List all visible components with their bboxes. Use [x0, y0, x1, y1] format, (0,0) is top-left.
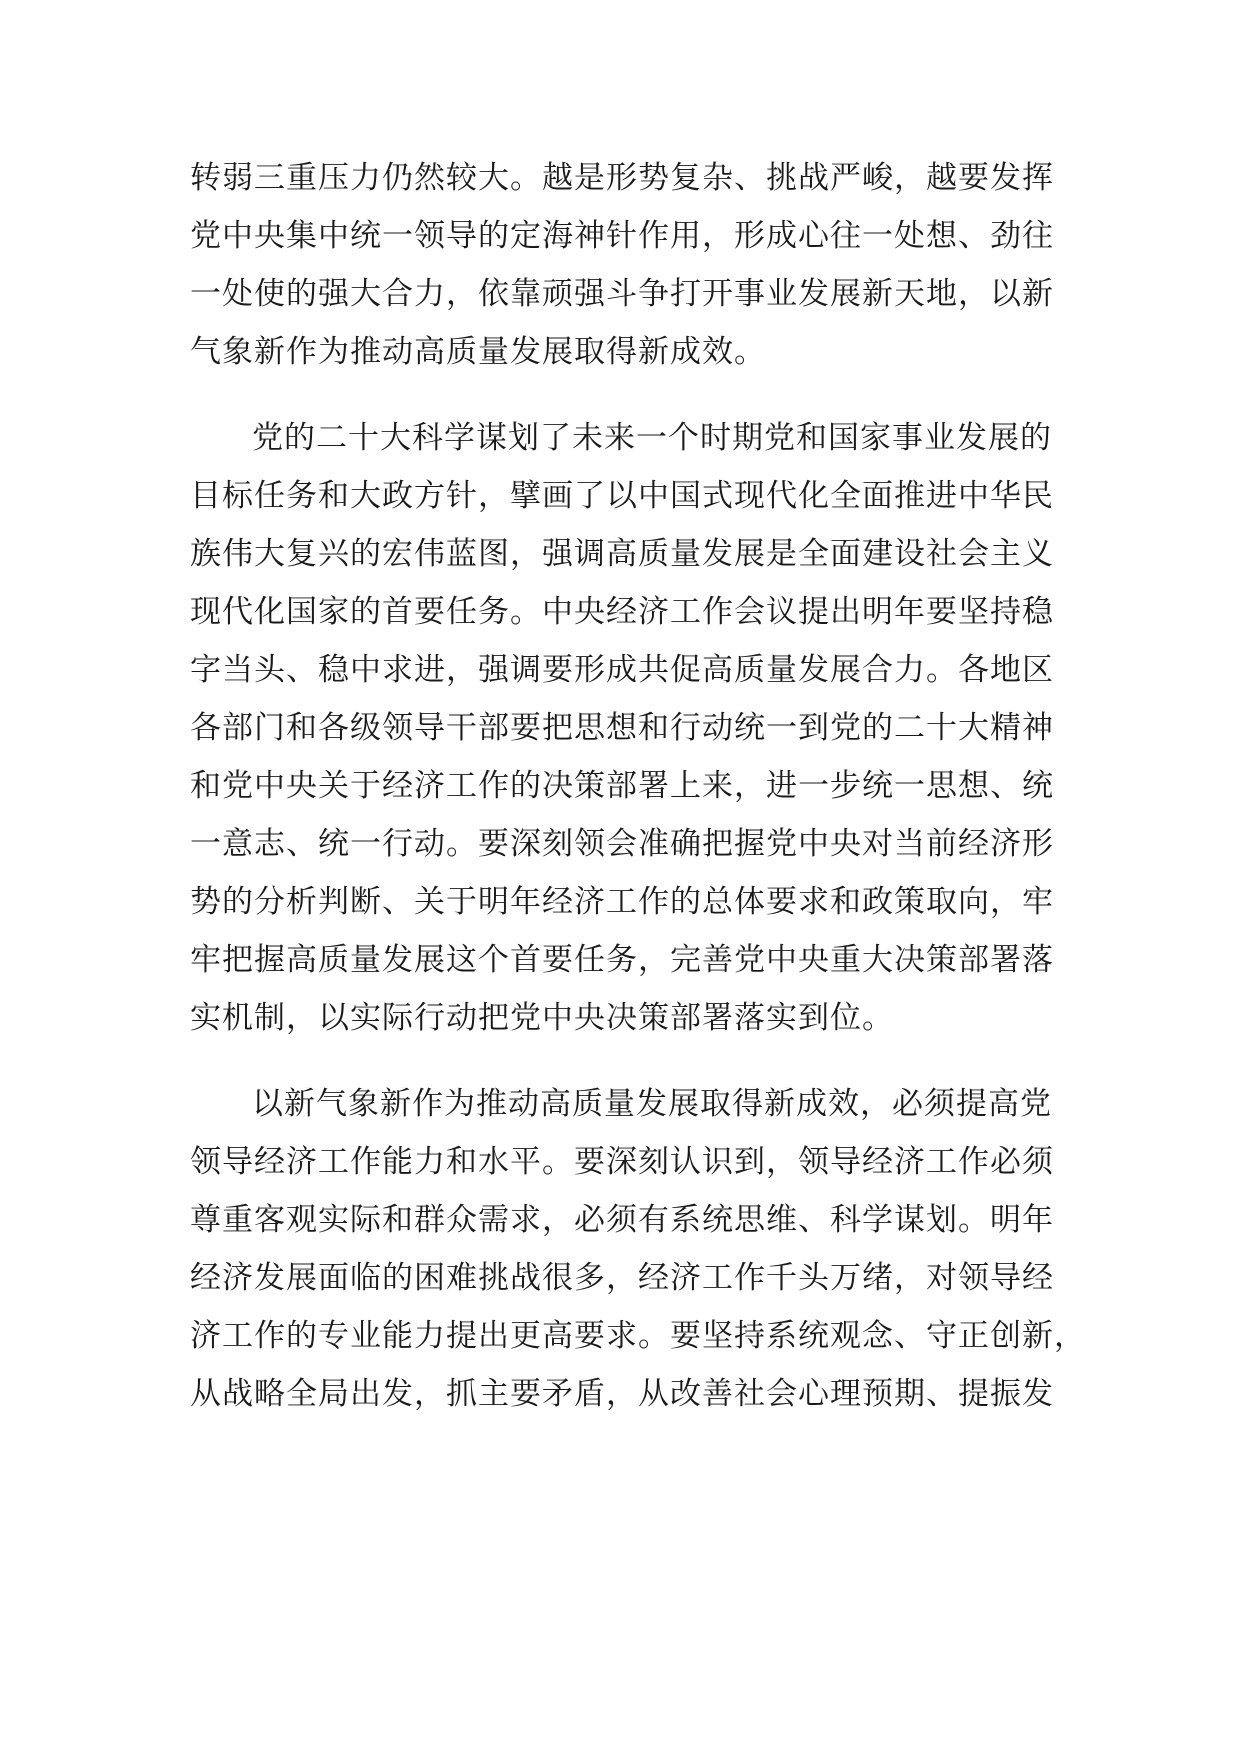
text-line: 势的分析判断、关于明年经济工作的总体要求和政策取向，牢	[190, 884, 1054, 920]
text-line: 从战略全局出发，抓主要矛盾，从改善社会心理预期、提振发	[190, 1376, 1054, 1412]
text-line: 各部门和各级领导干部要把思想和行动统一到党的二十大精神	[190, 710, 1054, 746]
text-line: 经济发展面临的困难挑战很多，经济工作千头万绪，对领导经	[190, 1260, 1054, 1296]
text-line: 一处使的强大合力，依靠顽强斗争打开事业发展新天地，以新	[190, 276, 1054, 312]
text-line: 一意志、统一行动。要深刻领会准确把握党中央对当前经济形	[190, 826, 1054, 862]
paragraph-first-line: 以新气象新作为推动高质量发展取得新成效，必须提高党	[252, 1086, 1052, 1122]
text-line: 目标任务和大政方针，擘画了以中国式现代化全面推进中华民	[190, 478, 1054, 514]
text-line: 和党中央关于经济工作的决策部署上来，进一步统一思想、统	[190, 768, 1054, 804]
text-line: 转弱三重压力仍然较大。越是形势复杂、挑战严峻，越要发挥	[190, 160, 1054, 196]
text-line: 济工作的专业能力提出更高要求。要坚持系统观念、守正创新，	[190, 1318, 1086, 1354]
text-line: 尊重客观实际和群众需求，必须有系统思维、科学谋划。明年	[190, 1202, 1054, 1238]
text-line: 气象新作为推动高质量发展取得新成效。	[190, 334, 766, 370]
paragraph-first-line: 党的二十大科学谋划了未来一个时期党和国家事业发展的	[252, 420, 1052, 456]
text-line: 现代化国家的首要任务。中央经济工作会议提出明年要坚持稳	[190, 594, 1054, 630]
text-line: 牢把握高质量发展这个首要任务，完善党中央重大决策部署落	[190, 942, 1054, 978]
text-line: 党中央集中统一领导的定海神针作用，形成心往一处想、劲往	[190, 218, 1054, 254]
text-line: 字当头、稳中求进，强调要形成共促高质量发展合力。各地区	[190, 652, 1054, 688]
text-line: 领导经济工作能力和水平。要深刻认识到，领导经济工作必须	[190, 1144, 1054, 1180]
text-line: 实机制，以实际行动把党中央决策部署落实到位。	[190, 1000, 894, 1036]
text-line: 族伟大复兴的宏伟蓝图，强调高质量发展是全面建设社会主义	[190, 536, 1054, 572]
